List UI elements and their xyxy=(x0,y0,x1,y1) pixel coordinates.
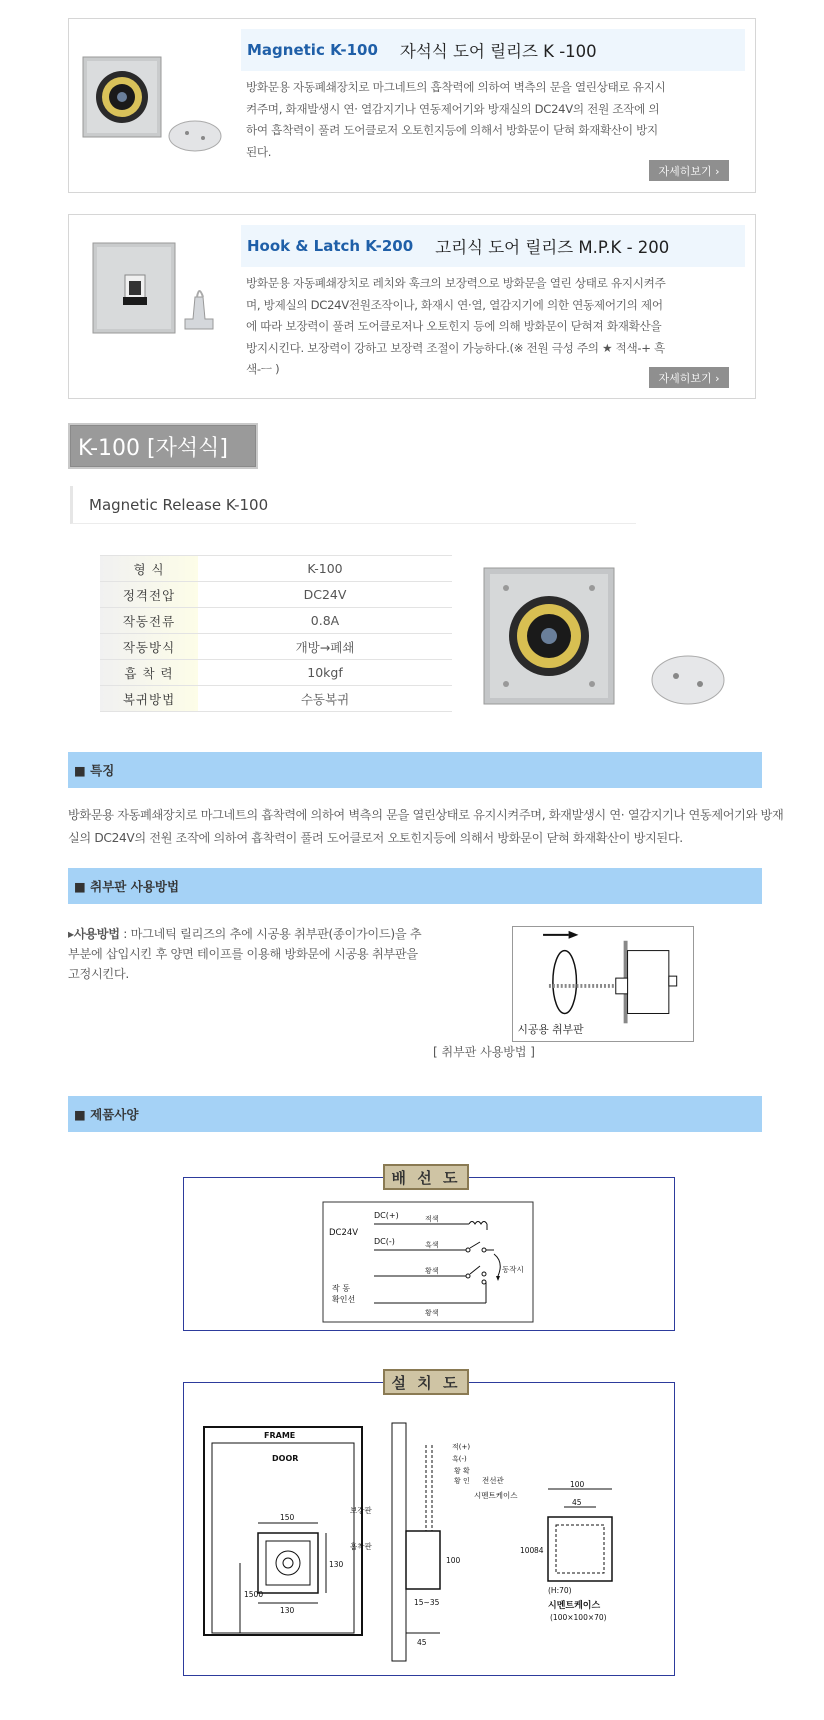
usage-text xyxy=(68,924,428,984)
install-dim-1500: 1500 xyxy=(244,1590,264,1599)
table-row xyxy=(100,634,452,660)
wiring-yellow-1: 황색 xyxy=(425,1267,439,1275)
product-title-ko: 고리식 도어 릴리즈 M.P.K - 200 xyxy=(435,238,670,257)
install-dim-100t: 100 xyxy=(570,1480,585,1489)
table-row xyxy=(100,582,452,608)
wiring-voltage: DC24V xyxy=(329,1228,359,1238)
table-row xyxy=(100,660,452,686)
spec-value: K-100 xyxy=(198,556,452,582)
install-diagram-label: 설 치 도 xyxy=(383,1369,469,1395)
install-confirm: 황 인 xyxy=(454,1477,470,1485)
product-card-k200 xyxy=(68,214,756,399)
usage-diagram xyxy=(512,926,694,1042)
spec-table xyxy=(100,555,452,712)
spec-value: 개방→폐쇄 xyxy=(198,634,452,660)
install-h70: (H:70) xyxy=(548,1586,572,1595)
install-diagram-box xyxy=(183,1382,675,1676)
usage-caption: [ 취부판 사용방법 ] xyxy=(433,1045,535,1059)
spec-key: 복귀방법 xyxy=(100,686,198,712)
install-dim-150: 150 xyxy=(280,1513,295,1522)
install-yellow: 황 확 xyxy=(454,1467,470,1475)
install-dim-45b: 45 xyxy=(417,1638,427,1647)
install-dim-15-35: 15~35 xyxy=(414,1598,440,1607)
install-dim-100l: 100 xyxy=(520,1546,535,1555)
spec-key: 흡 착 력 xyxy=(100,660,198,686)
install-diagram xyxy=(184,1383,674,1675)
k100-spec-image xyxy=(476,556,738,720)
table-row xyxy=(100,556,452,582)
wiring-on-action: 동작시 xyxy=(502,1265,524,1274)
table-row xyxy=(100,686,452,712)
install-conduit: 전선관 xyxy=(482,1476,504,1485)
features-text: 방화문용 자동폐쇄장치로 마그네트의 흡착력에 의하여 벽측의 문을 열린상태로 유지시켜주며, 화재발생시 연· 열감지기나 연동제어기와 방재실의 DC24V의 전원 조작에 의하여 흡착력이 풀려 도어클로저 오토힌지등에 의해서 방화문이 닫혀 화재확산이 방지된다. xyxy=(68,808,784,845)
usage-image-label: 시공용 취부판 xyxy=(517,1023,584,1037)
subheading: Magnetic Release K-100 xyxy=(70,486,636,524)
product-title-ko: 자석식 도어 릴리즈 K -100 xyxy=(399,42,597,61)
spec-key: 작동방식 xyxy=(100,634,198,660)
product-description: 방화문용 자동폐쇄장치로 마그네트의 흡착력에 의하여 벽측의 문을 열린상태로 유지시켜주며, 화재발생시 연· 열감지기나 연동제어기와 방재실의 DC24V의 전원 조작에 의하여 흡착력이 풀려 도어클로저 오토힌지등에 의해서 방화문이 닫혀 화재확산이 방지된다. xyxy=(246,80,666,159)
install-cement-case-label: 시멘트케이스 xyxy=(474,1491,518,1500)
install-cement-size: (100×100×70) xyxy=(550,1613,607,1622)
usage-label: ▸사용방법 xyxy=(68,927,120,941)
spec-value: 0.8A xyxy=(198,608,452,634)
product-model-en: Magnetic K-100 xyxy=(247,41,378,59)
product-model-en: Hook & Latch K-200 xyxy=(247,237,414,255)
usage-description: : 마그네틱 릴리즈의 추에 시공용 취부판(종이가이드)을 추 부분에 삽입시킨 후 양면 테이프를 이용해 방화문에 시공용 취부판을 고정시킨다. xyxy=(68,927,422,981)
install-mount: 흡착판 xyxy=(350,1542,372,1551)
wiring-dc-minus: DC(-) xyxy=(374,1237,395,1246)
wiring-diagram xyxy=(184,1178,674,1330)
k100-product-image xyxy=(79,39,227,157)
spec-key: 작동전류 xyxy=(100,608,198,634)
install-black-minus: 흑(-) xyxy=(452,1455,467,1463)
k200-product-image xyxy=(79,235,227,353)
table-row xyxy=(100,608,452,634)
wiring-yellow-2: 황색 xyxy=(425,1309,439,1317)
wiring-dc-plus: DC(+) xyxy=(374,1211,399,1220)
more-details-button[interactable]: 자세히보기 › xyxy=(649,367,729,388)
spec-key: 정격전압 xyxy=(100,582,198,608)
install-dim-45t: 45 xyxy=(572,1498,582,1507)
spec-value: 10kgf xyxy=(198,660,452,686)
install-cement-case: 시멘트케이스 xyxy=(548,1601,601,1611)
product-spec-section-title: ■ 제품사양 xyxy=(68,1096,762,1132)
card-heading xyxy=(241,225,745,267)
wiring-confirm-line-1: 작 동 xyxy=(332,1284,350,1293)
install-door: DOOR xyxy=(272,1454,299,1463)
spec-value: 수동복귀 xyxy=(198,686,452,712)
wiring-diagram-label: 배 선 도 xyxy=(383,1164,469,1190)
card-heading xyxy=(241,29,745,71)
more-details-button[interactable]: 자세히보기 › xyxy=(649,160,729,181)
wiring-diagram-box xyxy=(183,1177,675,1331)
install-reinforce: 보강판 xyxy=(350,1506,372,1515)
wiring-red: 적색 xyxy=(425,1215,439,1223)
install-dim-84: 84 xyxy=(534,1546,544,1555)
product-card-k100 xyxy=(68,18,756,193)
section-badge: K-100 [자석식] xyxy=(68,423,258,469)
spec-value: DC24V xyxy=(198,582,452,608)
install-dim-100v: 100 xyxy=(446,1556,461,1565)
product-description: 방화문용 자동폐쇄장치로 레치와 훅크의 보장력으로 방화문을 열린 상태로 유지시켜주며, 방제실의 DC24V전원조작이나, 화재시 연·열, 열감지기에 의한 연동제어기의 제어에 따라 보장력이 풀려 도어클로저나 오토힌지 등에 의해 방화문이 닫혀져 화재확산을 방지시킨다. 보장력이 강하고 보장력 조절이 가능하다.(※ 전원 극성 주의 ★ 적색-+ 흑색-ㅡ ) xyxy=(246,276,666,376)
wiring-black: 흑색 xyxy=(425,1241,439,1249)
features-section-title: ■ 특징 xyxy=(68,752,762,788)
install-red-plus: 적(+) xyxy=(452,1443,471,1451)
install-dim-130v: 130 xyxy=(329,1560,344,1569)
wiring-confirm-line-2: 확인선 xyxy=(332,1295,356,1304)
spec-key: 형 식 xyxy=(100,556,198,582)
install-dim-130h: 130 xyxy=(280,1606,295,1615)
usage-section-title: ■ 취부판 사용방법 xyxy=(68,868,762,904)
install-frame: FRAME xyxy=(264,1431,296,1440)
